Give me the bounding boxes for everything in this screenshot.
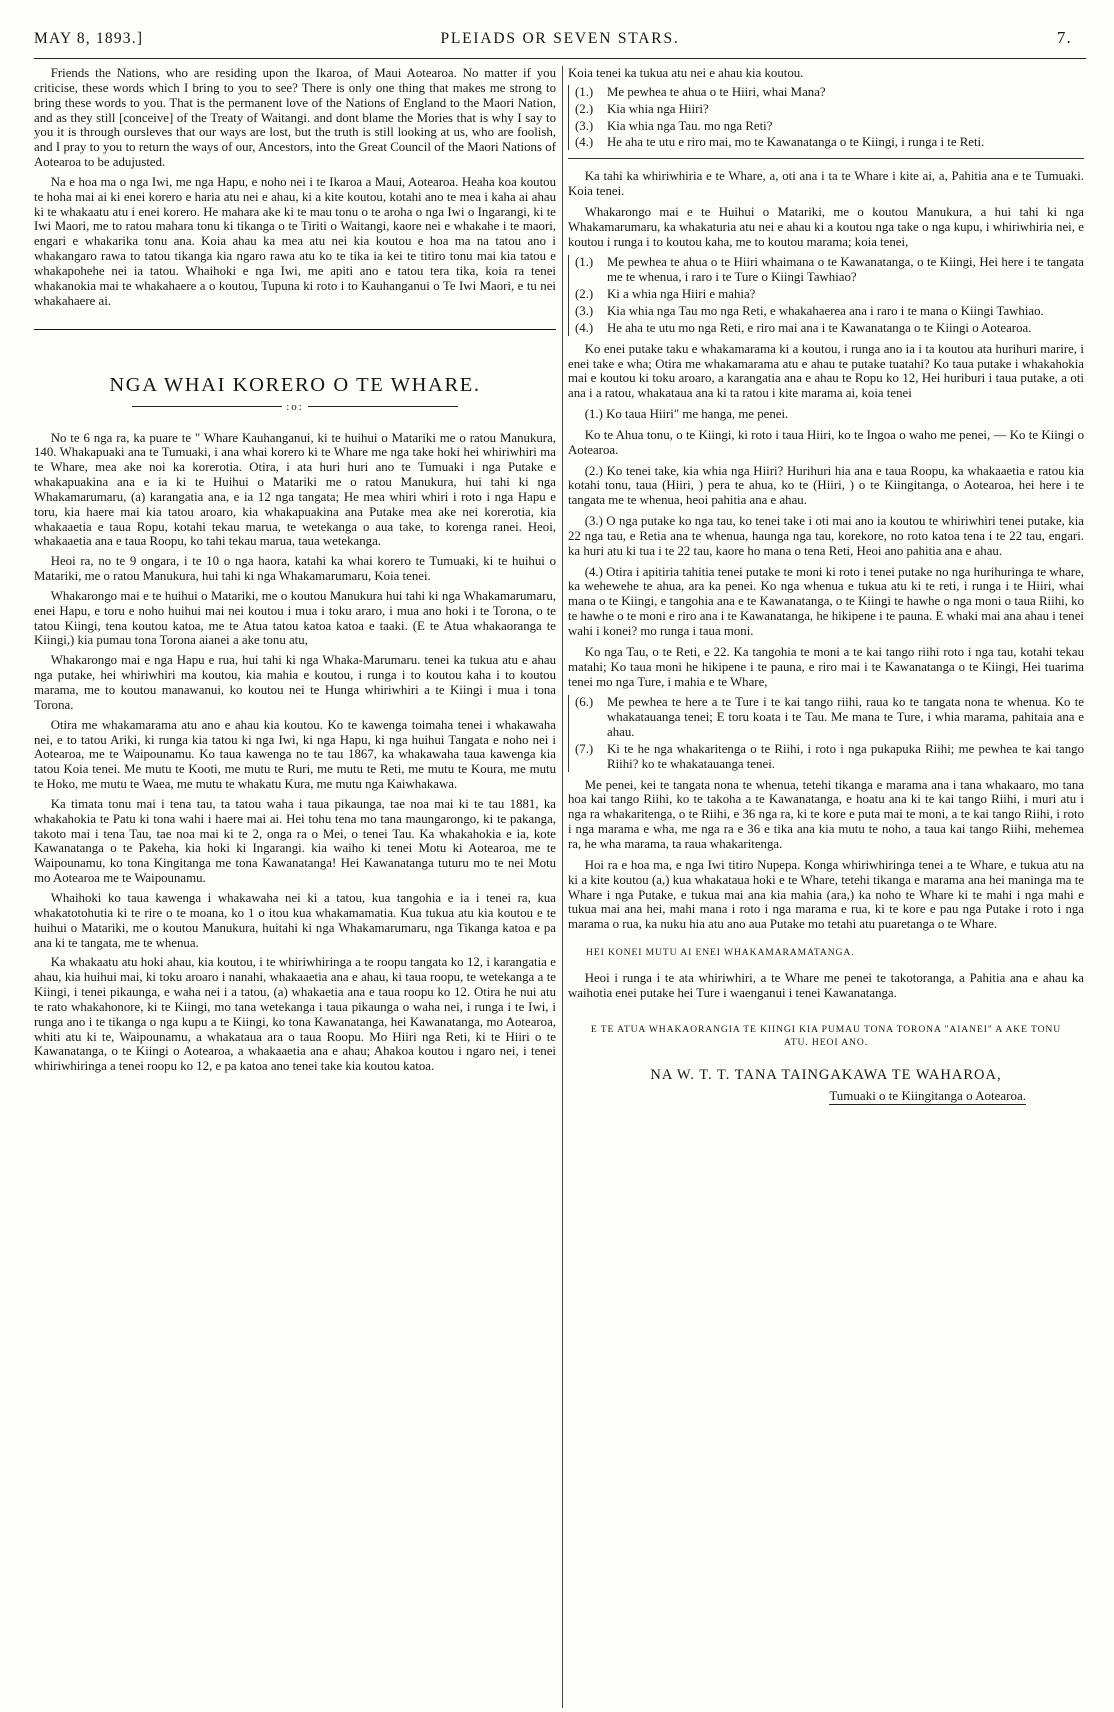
question-number: (2.) bbox=[575, 287, 594, 302]
closing-blessing: E TE ATUA WHAKAORANGIA TE KIINGI KIA PUMAU TONA TORONA "AIANEI" A AKE TONU ATU. HEOI ANO. bbox=[590, 1023, 1062, 1048]
question-text: Ki a whia nga Hiiri e mahia? bbox=[607, 287, 756, 302]
right-paragraph: (2.) Ko tenei take, kia whia nga Hiiri? Hurihuri hia ana e taua Roopu, ka whakaaetia e ratou kia kotahi tonu, taua (Hiiri, ) pera te ahua, ko te (Hiiri, ) o te Kiingitanga, o Aotearoa, hei here i te tangata me te whenua, heoi pahitia ana e ahau. bbox=[568, 463, 1084, 508]
left-paragraph: Whaihoki ko taua kawenga i whakawaha nei ki a tatou, kua tangohia e ia i tenei ra, kua whakatotohutia ki te rire o te moana, ko 1 o itou kua whakamamatia. Kua tukua atu kia koutou e te huihui o Matariki, me o koutou Manukura, huitahi ki nga Whakamarumaru, nga Tikanga katoa e pa ana ki te tangata, me te whenua. bbox=[34, 890, 556, 950]
question-item bbox=[575, 85, 1084, 100]
question-text: Me pewhea te here a te Ture i te kai tango riihi, raua ko te tangata nona te whenua. Ko te whakatauanga tenei; E toru koata i te Tau. Me mana te Ture, i whia marama, pahitaia ana e ahau. bbox=[607, 695, 1084, 740]
ornament-rule-right bbox=[308, 406, 458, 407]
header-title: PLEIADS OR SEVEN STARS. bbox=[440, 30, 680, 47]
left-column bbox=[34, 66, 556, 1708]
question-item bbox=[575, 135, 1084, 150]
question-number: (1.) bbox=[575, 84, 594, 99]
question-text: Kia whia nga Tau. mo nga Reti? bbox=[607, 118, 773, 133]
question-item bbox=[575, 102, 1084, 117]
question-number: (3.) bbox=[575, 303, 594, 318]
question-number: (1.) bbox=[575, 255, 594, 270]
ornament-rule-left bbox=[132, 406, 282, 407]
question-text: He aha te utu e riro mai, mo te Kawanatanga o te Kiingi, i runga i te Reti. bbox=[607, 135, 985, 150]
right-paragraph: Ko enei putake taku e whakamarama ki a koutou, i runga ano ia i ta koutou ata hurihuri marire, i enei take e wha; Otira me whakamarama atu e ahau te putake tuatahi? Ko taua putake i whakahokia mai e koutou ki toku aroaro, a karangatia ana e ahau te Ropu ko 12, Hei huriburi i taua putake, a oti ana i a ratou, whakataua ana ki ta ratou i kite marama ai, koia tenei bbox=[568, 341, 1084, 401]
question-item bbox=[575, 304, 1084, 319]
right-paragraph: (3.) O nga putake ko nga tau, ko tenei take i oti mai ano ia koutou te whiriwhiri tenei putake, kia 22 nga tau, e Retia ana te whenua, haunga nga tau, korekore, no roto katoa tena i te 22 tau, engari. ka huri atu ki tua i te 22 tau, kaore ho mana o tena Reti, Heoi ano pahitia ana e ahau. bbox=[568, 514, 1084, 558]
right-paragraph: Ko te Ahua tonu, o te Kiingi, ki roto i taua Hiiri, ko te Ingoa o waho me penei, — Ko te Kiingi o Aotearoa. bbox=[568, 427, 1084, 457]
question-text: Kia whia nga Tau mo nga Reti, e whakahaerea ana i raro i te mana o Kiingi Tawhiao. bbox=[607, 303, 1044, 318]
question-item bbox=[575, 119, 1084, 134]
left-paragraph: Ka whakaatu atu hoki ahau, kia koutou, i te whiriwhiringa a te roopu tangata ko 12, i karangatia e ahau, kia huihui mai, ki toku aroaro i nanahi, whakaaetia ana e ahau, ki taua roopu, te wetekanga a te Kiingi, i tenei pikaunga, e waha nei i a tatou, (a) whakaetia ana e taua roopu ko 12. Otira he nui atu te rato whakahonore, ki te Kiingi, mo tana wetekanga i taua pikaunga o waha nei, i runga i te Iwi, i runga ano i te tikanga o nga kupu a te Kiingi, ko tona Kawanatanga, hei Kawanatanga, mo Aotearoa, whiti atu ki te, Waipounamu, a whakataua ara o taua Roopu. Mo Hiiri nga Reti, ki te Hiiri o te Kawanatanga, o te Kiingi o Aotearoa, a whakaaetia ana e ahau; Ahakoa koutou i ngaro nei, i tenei whiriwhiringa a tenei roopu ko 12, e pa katoa ano tenei take kia koutou katoa. bbox=[34, 955, 556, 1074]
question-item bbox=[575, 321, 1084, 336]
page-header bbox=[34, 28, 1086, 54]
question-list-a bbox=[568, 85, 1084, 150]
left-paragraph: Whakarongo mai e te huihui o Matariki, me o koutou Manukura hui tahi ki nga Whakamarumaru, enei Hapu, e toru e noho huihui mai nei koutou i mua i toku araro, i mua ano hoki i te Torona, o te tatou Kiingi, tena koutou katoa, me te Atua tatou katoa katoa e taaki. (E te Atua whakaoranga te Kiingi,) kia pumau tona Torona aianei a ake tonu atu, bbox=[34, 588, 556, 648]
question-text: Me pewhea te ahua o te Hiiri whaimana o te Kawanatanga, o te Kiingi, Hei here i te tangata me te whenua, i raro i te Ture o Kiingi Tawhiao? bbox=[607, 255, 1084, 285]
question-number: (4.) bbox=[575, 135, 594, 150]
signature: NA W. T. T. TANA TAINGAKAWA TE WAHAROA, bbox=[650, 1066, 1002, 1083]
header-date: MAY 8, 1893.] bbox=[34, 30, 144, 47]
question-number: (6.) bbox=[575, 695, 594, 710]
maori-paragraph: Na e hoa ma o nga Iwi, me nga Hapu, e noho nei i te Ikaroa a Maui, Aotearoa. Heaha koa koutou te hoha mai ai ki enei korero e haria atu nei e ahau, ki a kite koutou, kotahi ano te mea i kaha ai ahau ki te whakaatu atu i enei korero. He mahara ake ki te mau tonu o te aroha o nga Iwi o Ingarangi, ki te Iwi Maori, me to ratou mahara tonu ki tikanga o te Tiriti o Waitangi, kaore nei e whakahe i te maori, engari e whakarika tonu ana. Koia ahau ka mea atu nei kia koutou e hoa ma na tatou ano i whakangaro rawa to tatou tikanga kia ngaro rawa atu ko te tika ia kei te titiro tonu mai kia tatou e whakapohehe nei ia tatou. Whaihoki e nga Iwi, me apiti ano e tatou tera tika, koia ra tenei whakanokia mai te whakahaere a o koutou, Tupuna ki roto i to Kauhanganui o Te Iwi Maori, e tu nei whakahaere ai. bbox=[34, 174, 556, 308]
question-text: He aha te utu mo nga Reti, e riro mai ana i te Kawanatanga o te Kiingi o Aotearoa. bbox=[607, 320, 1032, 335]
right-rule bbox=[568, 158, 1084, 159]
question-number: (7.) bbox=[575, 741, 594, 756]
closing-heading: HEI KONEI MUTU AI ENEI WHAKAMARAMATANGA. bbox=[586, 947, 855, 959]
header-page-number: 7. bbox=[1056, 28, 1072, 47]
left-paragraph: Otira me whakamarama atu ano e ahau kia koutou. Ko te kawenga toimaha tenei i whakawaha nei, e to tatou Ariki, ki runga kia tatou ki nga Iwi, ki nga Hapu, ki nga huihui Tangata e noho nei i Aotearoa, me te Waipounamu. Ko taua kawenga no te tau 1867, ka whakawaha taua kawenga kia tatou Koia tenei. Me mutu te Kooti, me mutu te Ruri, me mutu te Reti, me mutu te Koura, me mutu te Hoko, me mutu te Waea, me mutu te whakatu Kura, me mutu nga Kaiwhakawa. bbox=[34, 717, 556, 792]
question-number: (3.) bbox=[575, 118, 594, 133]
right-column bbox=[568, 66, 1084, 1708]
left-paragraph: Ka timata tonu mai i tena tau, ta tatou waha i taua pikaunga, tae noa mai ki te tau 1881, ka whakahokia te Patu ki tona wahi i haere mai ai. Hei tohu tena mo tana maungarongo, ki te pakanga, takoto mai i tena Tau, tae noa mai ki te 2, onga ra o Mei, o tenei Tau. Ka whakahokia e ia, kote Kawanatanga o te Pakeha, kia hoki ki Ingarangi. kia waiho ki tenei Motu ki Aotearoa, me te Waipounamu, ko tona Kingitanga me tona Kawanatanga! Hei Kawanatanga tuturu mo te nei Motu mo Aotearoa me te Waipounamu. bbox=[34, 796, 556, 886]
question-number: (2.) bbox=[575, 101, 594, 116]
question-number: (4.) bbox=[575, 320, 594, 335]
right-paragraph: Whakarongo mai e te Huihui o Matariki, me o koutou Manukura, a hui tahi ki nga Whakamarumaru, ka whakaturia atu nei e ahau ki a koutou nga take o nga kupu, i whiriwhiria nei, e koutou i runga i to koutou kaha, me to koutou marama; koia tenei, bbox=[568, 204, 1084, 249]
section-ornament bbox=[34, 401, 556, 413]
question-text: Kia whia nga Hiiri? bbox=[607, 101, 709, 116]
question-list-c bbox=[568, 695, 1084, 771]
columns bbox=[34, 66, 1086, 1708]
right-paragraph: (1.) Ko taua Hiiri" me hanga, me penei. bbox=[584, 407, 789, 422]
left-paragraph: No te 6 nga ra, ka puare te " Whare Kauhanganui, ki te huihui o Matariki me o ratou Manukura, 140. Whakapuaki ana te Tumuaki, i ana whai korero ki te Whare me nga take hoki hei whiriwhiri ma te Whare, mea ake noi ka korerotia. Otira, i ata huri huri ano te Tumuaki i nga Putake e whakapuakina ana e ia ki te Huihui o Matariki me o ratou Manukura, hui tahi ki nga Whakamarumaru, (a) karangatia ana, e ia 12 nga tangata; He mea whiri whiri i roto i nga Hapu e toru, kia haere mai kia tatou aroaro, kia whakapuakina ana Putake mea ake nei korerotia, kia whakaaetia e taua Ropu, kotahi tekau marua, te wetekanga o aua take, to korenga ranei. Heoi, whakaaetia ana e taua Roopu, ko tahi tekau marua, taua wetekanga. bbox=[34, 430, 556, 549]
left-paragraph: Whakarongo mai e nga Hapu e rua, hui tahi ki nga Whaka-Marumaru. tenei ka tukua atu e ahau nga putake, hei whiriwhiri ma koutou, kia mahia e koutou, i runga i to koutou kaha i to koutou marama, me to koutou manawanui, ko koutou nei te Hunga whiriwhiri a te Kiingi i mua i tona Torona. bbox=[34, 653, 556, 712]
column-divider bbox=[562, 66, 563, 1708]
signature-title: Tumuaki o te Kiingitanga o Aotearoa. bbox=[829, 1087, 1026, 1103]
ornament-mark: :o: bbox=[286, 400, 304, 413]
right-paragraph: Ko nga Tau, o te Reti, e 22. Ka tangohia te moni a te kai tango riihi roto i nga tau, kotahi tekau matahi; Ko taua moni he hikipene i te pauna, e riro mai i te Kawanatanga o te Kiingi, Hei tuarima tenei mo nga Ture, i mahia e te Whare, bbox=[568, 644, 1084, 689]
right-paragraph: Me penei, kei te tangata nona te whenua, tetehi tikanga e marama ana i tana whakaaro, mo tana hoa kai tango Riihi, ko te takoha a te Kawanatanga, e hoatu ana ki te kai tango Riihi, i muri atu i nga ra whakaritenga, o te Riihi, e 36 nga ra, ki te kore e puta mai te moni, a te kai tango Riihi, i roto i nga marama e wha, me nga ra e 36 e tika ana kia mutu te noho, a taua kai tango Riihi, mehemea ra, he wha marama, ta raua whakaritenga. bbox=[568, 777, 1084, 851]
question-item bbox=[575, 695, 1084, 740]
section-divider bbox=[34, 329, 556, 330]
question-list-b bbox=[568, 255, 1084, 335]
right-paragraph: Hoi ra e hoa ma, e nga Iwi titiro Nupepa. Konga whiriwhiringa tenei a te Whare, e tukua atu na ki a kite koutou (a,) kua whakataua hoki e te Whare, tetehi tikanga e marama ana hei maninga ma te Whare i nga Putake, e tukua mai ana kia mahia (ara,) ka noho te Whare ki te mahi i nga mahi e tukua mai ana hei, mahi mana i roto i nga marama e rua, ki te kore e pau nga Putake i roto i nga marama o rua, ka nuku hia atu ano aua Putake mo tetahi atu puaretanga o te Whare. bbox=[568, 857, 1084, 932]
left-paragraph: Heoi ra, no te 9 ongara, i te 10 o nga haora, katahi ka whai korero te Tumuaki, ki te huihui o Matariki, me o ratou Manukura, hui tahi ki nga Whakamarumaru, Koia tenei. bbox=[34, 554, 556, 584]
english-paragraph: Friends the Nations, who are residing upon the Ikaroa, of Maui Aotearoa. No matter if you criticise, these words which I bring to you to see? There is only one thing that makes me strong to bring these words to you. That is the permanent love of the Nations of England to the Maori Nation, and as they still [conceive] of the Treaty of Waitangi. and dont blame the Mories that is why I say to you it is through oursleves that our ways are lost, but the truth is still looking at us, who are foolish, and I pray to you to return the ways of our, Ancestors, into the Great Council of the Maori Nations of Aotearoa to be adujusted. bbox=[34, 66, 556, 170]
signature-title-wrap bbox=[568, 1088, 1026, 1105]
question-item bbox=[575, 287, 1084, 302]
section-title: NGA WHAI KORERO O TE WHARE. bbox=[109, 373, 481, 396]
question-text: Ki te he nga whakaritenga o te Riihi, i roto i nga pukapuka Riihi; me pewhea te kai tango Riihi? ko te whakatauanga tenei. bbox=[607, 741, 1084, 771]
closing-paragraph: Heoi i runga i te ata whiriwhiri, a te Whare me penei te takotoranga, a Pahitia ana e ahau ka waihotia enei putake hei Ture i waenganui i tenei Kawanatanga. bbox=[568, 970, 1084, 1000]
header-rule bbox=[34, 58, 1086, 59]
question-item bbox=[575, 742, 1084, 772]
right-paragraph: (4.) Otira i apitiria tahitia tenei putake te moni ki roto i tenei putake no nga hurihuringa te whare, ka wehewehe te ahua, ara ka penei. Ko nga whenua e tukua atu ki te reti, i runga i te Hiiri, whai mana o te Kiingi, e tangohia ana e te Kawanatanga, o te Kiingi te hawhe o nga moni o taua Riihi, ko te hawhe o te moni e riro ana i te Kawanatanga, he hikipene i te pauna. E whaki mai ana ahau i tenei wahi i konei? mo runga i taua moni. bbox=[568, 564, 1084, 638]
right-paragraph: Ka tahi ka whiriwhiria e te Whare, a, oti ana i ta te Whare i kite ai, a, Pahitia ana e te Tumuaki. Koia tenei. bbox=[568, 169, 1084, 199]
question-text: Me pewhea te ahua o te Hiiri, whai Mana? bbox=[607, 84, 826, 99]
question-item bbox=[575, 255, 1084, 285]
right-intro: Koia tenei ka tukua atu nei e ahau kia koutou. bbox=[568, 66, 804, 80]
